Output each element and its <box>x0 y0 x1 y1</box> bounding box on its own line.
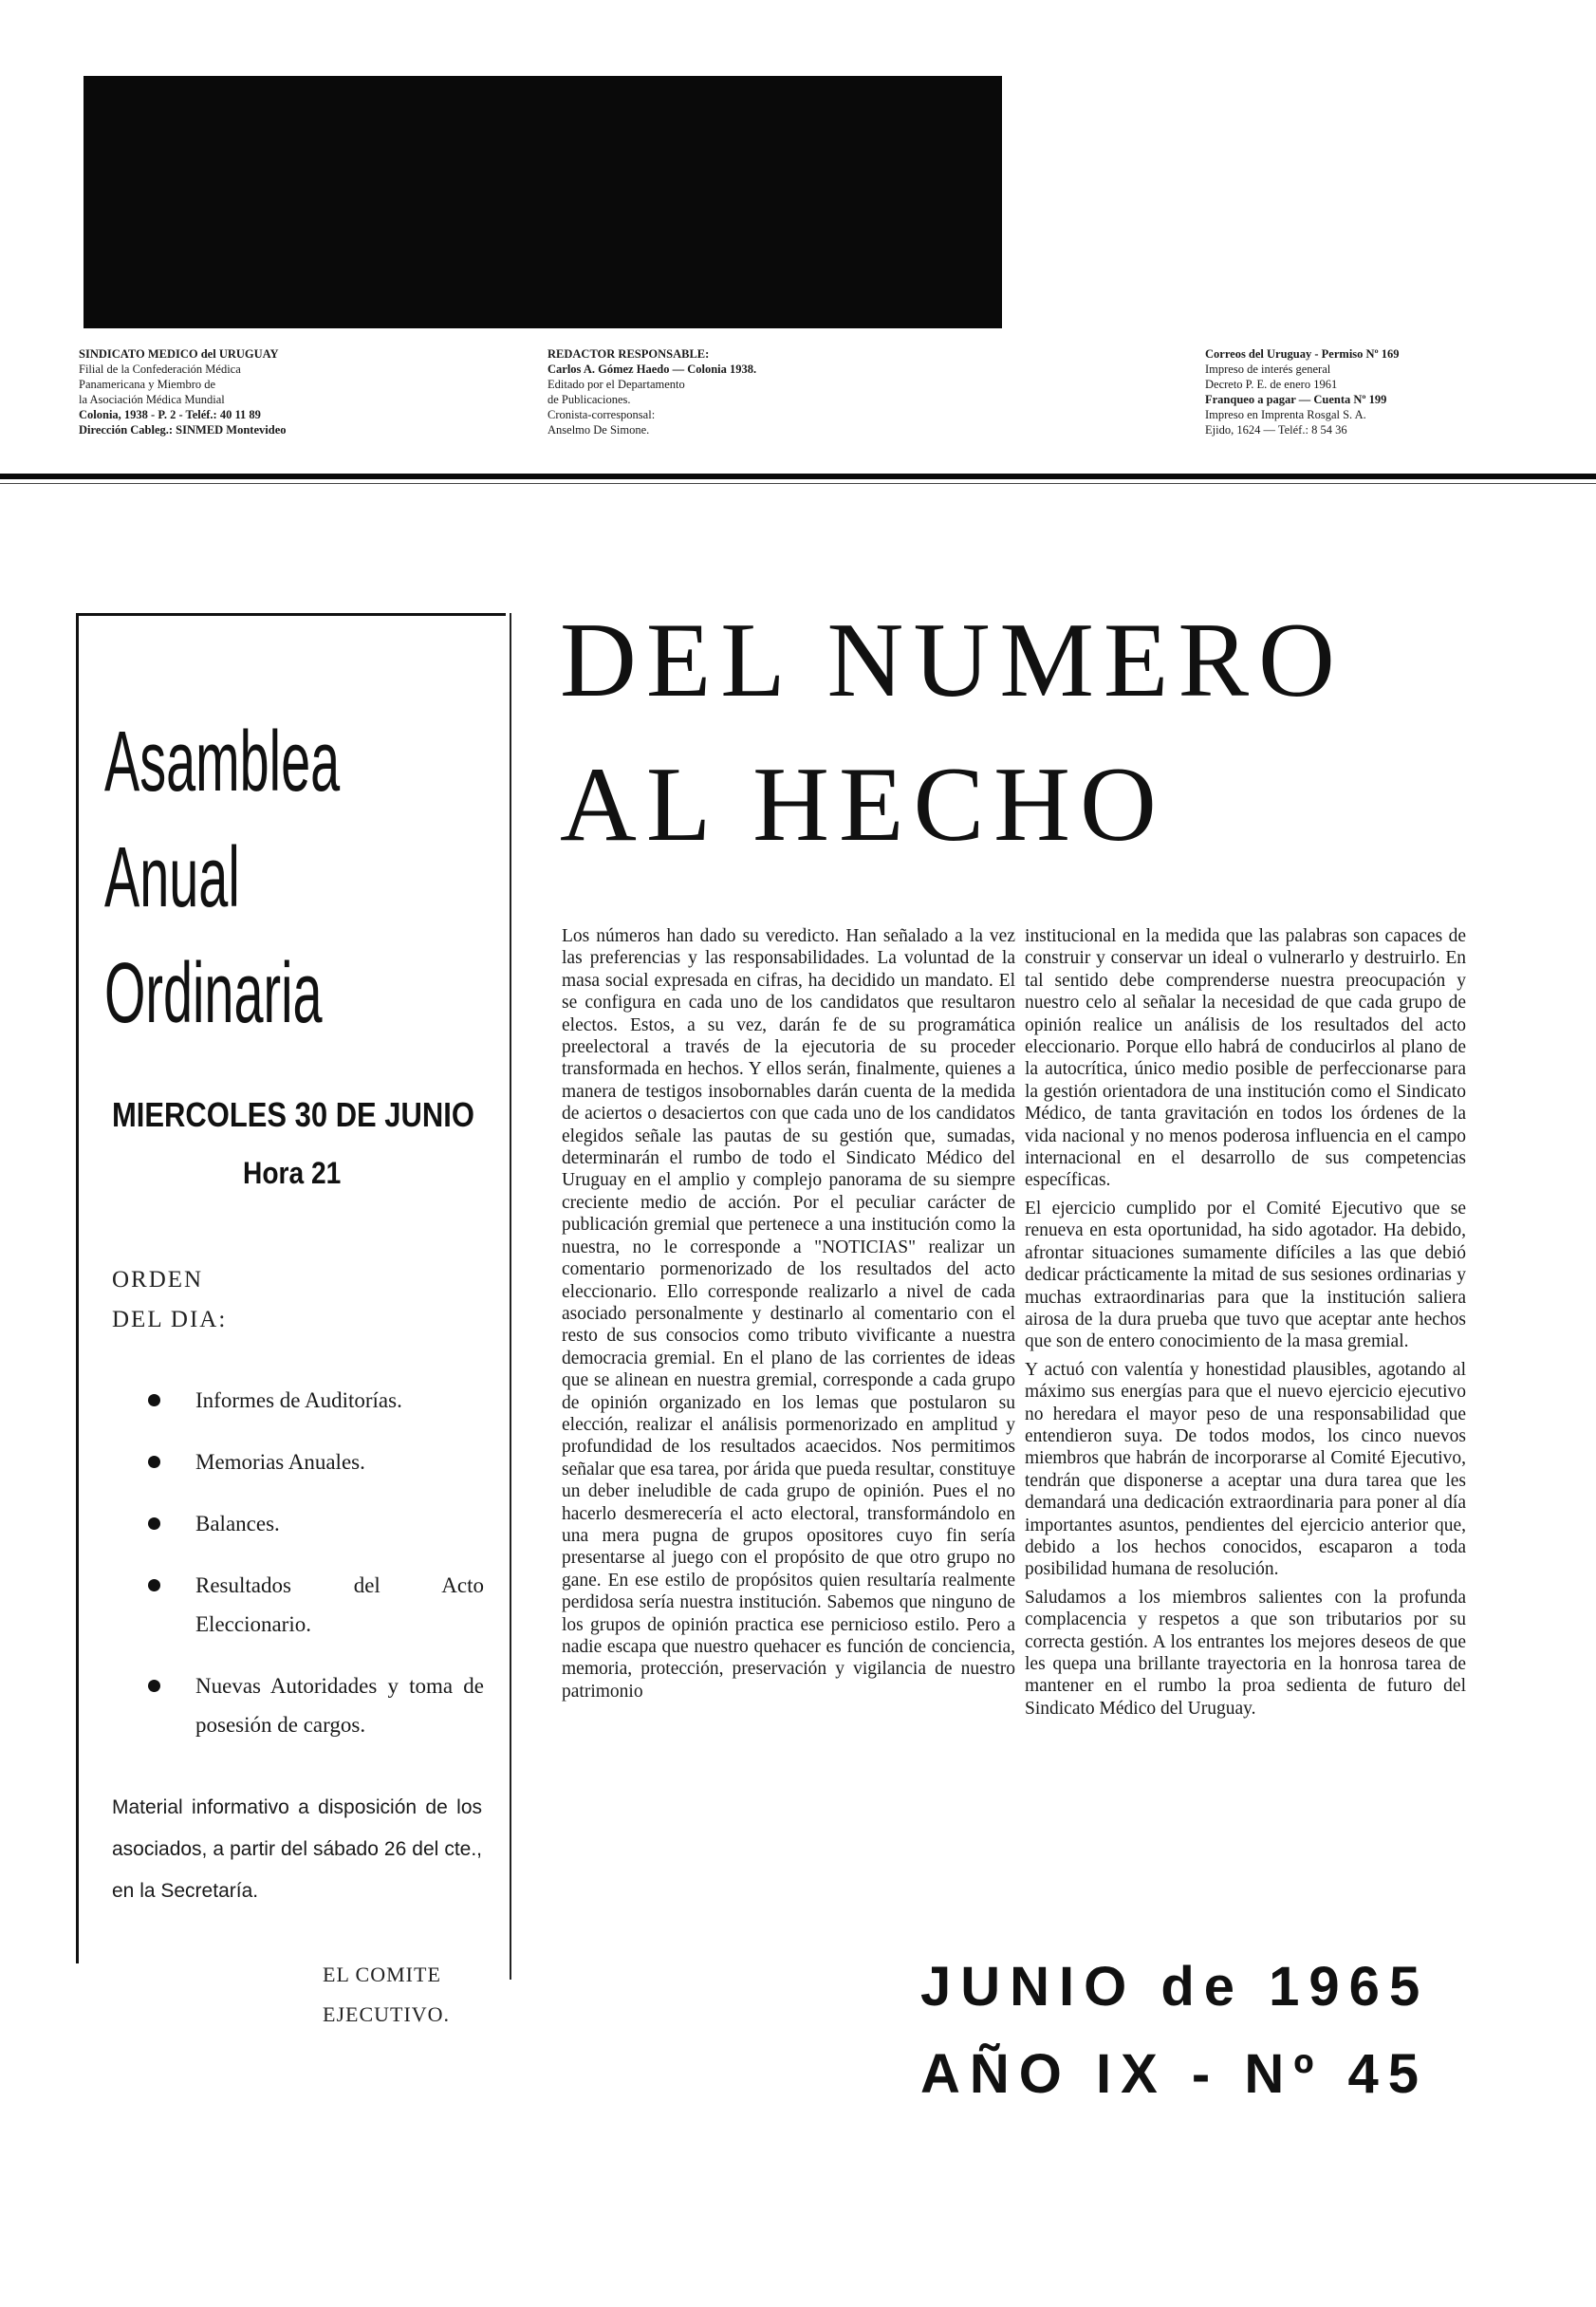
agenda-item-text: Resultados del Acto Eleccionario. <box>195 1573 484 1636</box>
publisher-info-line: la Asociación Médica Mundial <box>79 393 225 406</box>
postal-info-line: Decreto P. E. de enero 1961 <box>1205 378 1338 391</box>
header-divider <box>0 474 1596 479</box>
editor-info-line: Carlos A. Gómez Haedo — Colonia 1938. <box>547 363 757 376</box>
issue-number: AÑO IX - Nº 45 <box>920 2043 1429 2105</box>
publisher-info <box>79 346 392 437</box>
assembly-title-line: Asamblea <box>104 715 341 809</box>
article-paragraph: Saludamos a los miembros salientes con la profunda complacencia y respetos a que son tributarios por su correcta gestión. A los entrantes los mejores deseos de que les quepa una brillante trayectoria en la honrosa tarea de mantener en el rumbo la proa sedienta de futuro del Sindicato Médico del Uruguay. <box>1025 1587 1466 1719</box>
postal-info-line: Impreso en Imprenta Rosgal S. A. <box>1205 408 1366 421</box>
publisher-info-line: Dirección Cableg.: SINMED Montevideo <box>79 423 287 437</box>
headline-line: AL HECHO <box>560 746 1166 864</box>
bullet-icon <box>148 1394 160 1406</box>
assembly-title-line: Anual <box>104 830 240 925</box>
meeting-time: Hora 21 <box>243 1156 342 1190</box>
headline-line: DEL NUMERO <box>560 602 1345 719</box>
article-paragraph: El ejercicio cumplido por el Comité Ejecutivo que se renueva en esta oportunidad, ha sido agotador. Ha debido, afrontar situaciones sumamente difíciles a las que debió dedicar prácticamente la mitad de sus sesiones ordinarias y muchas extraordinarias para que la institución saliera airosa de la dura prueba que tuvo que aceptar ante hechos que son de entero conocimiento de la masa gremial. <box>1025 1198 1466 1352</box>
postal-info <box>1205 346 1547 437</box>
agenda-item-text: Memorias Anuales. <box>195 1450 365 1474</box>
postal-info-line: Franqueo a pagar — Cuenta Nº 199 <box>1205 393 1387 406</box>
column-divider <box>510 613 511 1980</box>
publisher-info-line: SINDICATO MEDICO del URUGUAY <box>79 347 279 361</box>
agenda-item-text: Balances. <box>195 1512 280 1535</box>
agenda-item <box>152 1504 484 1543</box>
publisher-info-line: Filial de la Confederación Médica <box>79 363 241 376</box>
agenda-list <box>152 1381 484 1767</box>
bullet-icon <box>148 1579 160 1591</box>
agenda-item-text: Nuevas Autoridades y toma de posesión de cargos. <box>195 1674 484 1737</box>
assembly-title <box>104 704 345 1051</box>
agenda-item <box>152 1666 484 1744</box>
editor-info-line: Anselmo De Simone. <box>547 423 650 437</box>
postal-info-line: Correos del Uruguay - Permiso Nº 169 <box>1205 347 1400 361</box>
issue-date: JUNIO de 1965 <box>920 1956 1430 2018</box>
agenda-heading-line: DEL DIA: <box>112 1307 228 1332</box>
bullet-icon <box>148 1456 160 1468</box>
article-paragraph: institucional en la medida que las palabras son capaces de construir y conservar un ideal o vulnerarlo y destruirlo. En tal sentido debe comprenderse nuestra preocupación y nuestro celo al señalar la necesidad de que cada grupo de opinión realice un análisis de los resultados del acto eleccionario. Porque ello habrá de conducirlos al plano de la autocrítica, único medio posible de perfeccionarse para la gestión orientadora de una institución como el Sindicato Médico, de tanta gravitación en todos los órdenes de la vida nacional y no menos poderosa influencia en el campo internacional en el desarrollo de sus competencias específicas. <box>1025 926 1466 1191</box>
agenda-heading-line: ORDEN <box>112 1267 204 1293</box>
committee-signature <box>323 1955 493 2035</box>
article-paragraph: Los números han dado su veredicto. Han señalado a la vez las preferencias y las responsabilidades. La voluntad de la masa social expresada en cifras, ha decidido un mandato. El se configura en cada uno de los candidatos que resultaron electos. Estos, a su vez, darán fe de su programática preelectoral a través de la ejecutoria de su proceder transformada en hechos. Y ellos serán, finalmente, quienes a manera de testigos insobornables darán cuenta de la medida de aciertos o desaciertos con que cada uno de los candidatos elegidos señale las pautas de su gestión que, sumadas, determinarán el rumbo de todo el Sindicato Médico del Uruguay en el amplio y complejo panorama de su siempre creciente medio de acción. Por el peculiar carácter de publicación gremial que pertenece a una institución como la nuestra, no le corresponde a "NOTICIAS" realizar un comentario pormenorizado de los resultados del acto eleccionario. Ello corresponde realizarlo a nivel de cada asociado personalmente y destinarlo al comentario con el resto de sus consocios como tributo vivificante a nuestra democracia gremial. En el plano de las corrientes de ideas que se alinean en nuestra gremial, corresponde a cada grupo de opinión organizado en los lemas que postularon su elección, realizar el análisis pormenorizado en amplitud y profundidad de los resultados acaecidos. Nos permitimos señalar que esa tarea, por árida que pueda resultar, constituye un deber ineludible de cada grupo de opinión. Pues el no hacerlo desmerecería el acto electoral, transformándolo en una mera pugna de grupos opositores cuyo fin sería presentarse al juego con el propósito de que otro grupo no gane. En ese estilo de propósitos quien resultaría realmente perdidosa sería nuestra institución. Sabemos que ninguno de los grupos de opinión practica ese pernicioso estilo. Pero a nadie escapa que nuestro quehacer es función de conciencia, memoria, protección, preservación y vigilancia de nuestro patrimonio <box>562 926 1015 1702</box>
article-column-right <box>1025 925 1466 1725</box>
agenda-heading <box>112 1260 397 1340</box>
header-divider-thin <box>0 483 1596 484</box>
publisher-info-line: Panamericana y Miembro de <box>79 378 216 391</box>
meeting-date: MIERCOLES 30 DE JUNIO <box>112 1095 474 1134</box>
bullet-icon <box>148 1680 160 1692</box>
material-note: Material informativo a disposición de los asociados, a partir del sábado 26 del cte., en la Secretaría. <box>112 1796 482 1902</box>
editor-info <box>547 346 870 437</box>
article-paragraph: Y actuó con valentía y honestidad plausibles, agotando al máximo sus energías para que el nuevo ejercicio ejecutivo no heredara el mayor peso de una responsabilidad que entendieron suya. De todos modos, los cinco nuevos miembros que habrán de incorporarse al Comité Ejecutivo, tendrán que disponerse a aceptar una dura tarea que les demandará una dedicación extraordinaria para poner al día importantes asuntos, pendientes del ejercicio anterior que, debido a los hechos conocidos, escaparon a toda posibilidad humana de resolución. <box>1025 1359 1466 1580</box>
agenda-item <box>152 1442 484 1481</box>
article-headline <box>560 588 1528 877</box>
agenda-item <box>152 1381 484 1420</box>
bullet-icon <box>148 1517 160 1530</box>
publisher-info-line: Colonia, 1938 - P. 2 - Teléf.: 40 11 89 <box>79 408 261 421</box>
assembly-title-line: Ordinaria <box>104 946 323 1041</box>
signature-line: EL COMITE <box>323 1963 441 1986</box>
postal-info-line: Ejido, 1624 — Teléf.: 8 54 36 <box>1205 423 1347 437</box>
postal-info-line: Impreso de interés general <box>1205 363 1331 376</box>
editor-info-line: Editado por el Departamento <box>547 378 685 391</box>
agenda-item <box>152 1566 484 1644</box>
agenda-item-text: Informes de Auditorías. <box>195 1388 402 1412</box>
editor-info-line: Cronista-corresponsal: <box>547 408 656 421</box>
article-column-left <box>562 925 1015 1708</box>
editor-info-line: de Publicaciones. <box>547 393 631 406</box>
signature-line: EJECUTIVO. <box>323 2002 451 2026</box>
masthead-banner <box>84 76 1002 328</box>
editor-info-line: REDACTOR RESPONSABLE: <box>547 347 710 361</box>
